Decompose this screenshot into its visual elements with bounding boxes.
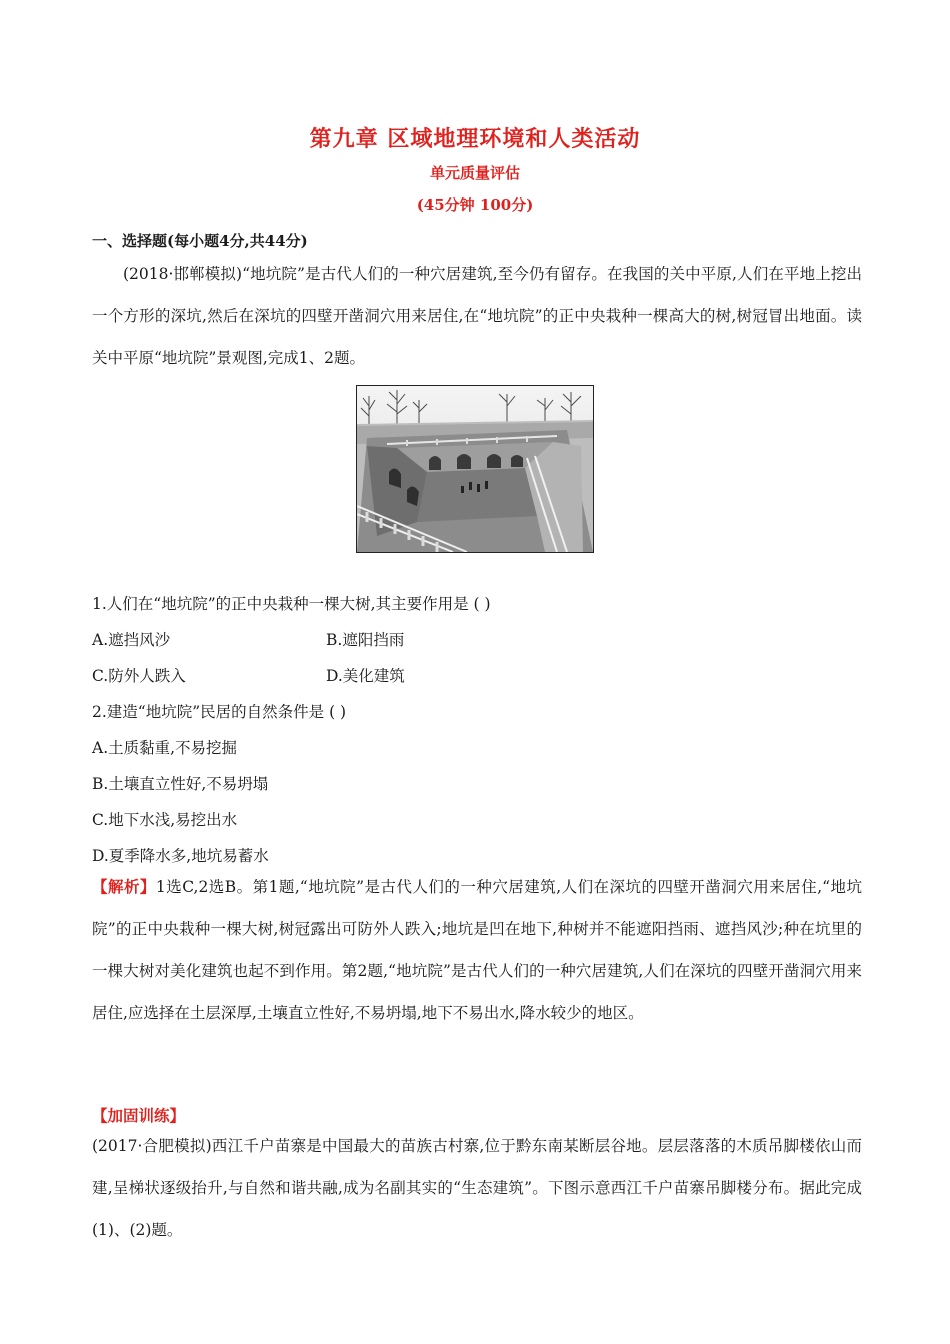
question-1-option-c: C.防外人跌入	[92, 667, 186, 685]
section-heading: 一、选择题(每小题4分,共44分)	[92, 232, 308, 250]
question-2-option-b: B.土壤直立性好,不易坍塌	[92, 775, 269, 793]
analysis-text: 1选C,2选B。第1题,“地坑院”是古代人们的一种穴居建筑,人们在深坑的四壁开凿洞穴用来居住,“地坑院”的正中央栽种一棵大树,树冠露出可防外人跌入;地坑是凹在地下,种树并不能遮阳挡雨、遮挡风沙;种在坑里的一棵大树对美化建筑也起不到作用。第2题,“地坑院”是古代人们的一种穴居建筑,人们在深坑的四壁开凿洞穴用来居住,应选择在土层深厚,土壤直立性好,不易坍塌,地下不易出水,降水较少的地区。	[92, 878, 862, 1022]
question-2-option-c: C.地下水浅,易挖出水	[92, 811, 238, 829]
question-1-option-b: B.遮阳挡雨	[326, 631, 405, 649]
dikengyuan-photo	[356, 385, 594, 553]
question-1-stem: 1.人们在“地坑院”的正中央栽种一棵大树,其主要作用是 ( )	[92, 595, 491, 613]
exam-timing: (45分钟 100分)	[416, 196, 534, 214]
chapter-title: 第九章 区域地理环境和人类活动	[309, 126, 641, 152]
unit-subtitle: 单元质量评估	[429, 164, 520, 182]
question-1-option-a: A.遮挡风沙	[92, 631, 171, 649]
question-2-option-d: D.夏季降水多,地坑易蓄水	[92, 847, 269, 865]
intro-paragraph: (2018·邯郸模拟)“地坑院”是古代人们的一种穴居建筑,至今仍有留存。在我国的关中平原,人们在平地上挖出一个方形的深坑,然后在深坑的四壁开凿洞穴用来居住,在“地坑院”的正中央栽种一棵高大的树,树冠冒出地面。读关中平原“地坑院”景观图,完成1、2题。	[92, 265, 862, 367]
question-1-option-d: D.美化建筑	[326, 667, 405, 685]
practice-label: 【加固训练】	[92, 1106, 186, 1125]
question-2-stem: 2.建造“地坑院”民居的自然条件是 ( )	[92, 703, 347, 721]
analysis-label: 【解析】	[92, 877, 156, 896]
question-2-option-a: A.土质黏重,不易挖掘	[92, 739, 238, 757]
analysis-block	[92, 866, 862, 1034]
practice-paragraph: (2017·合肥模拟)西江千户苗寨是中国最大的苗族古村寨,位于黔东南某断层谷地。层层落落的木质吊脚楼依山而建,呈梯状逐级抬升,与自然和谐共融,成为名副其实的“生态建筑”。下图示意西江千户苗寨吊脚楼分布。据此完成(1)、(2)题。	[92, 1137, 862, 1239]
